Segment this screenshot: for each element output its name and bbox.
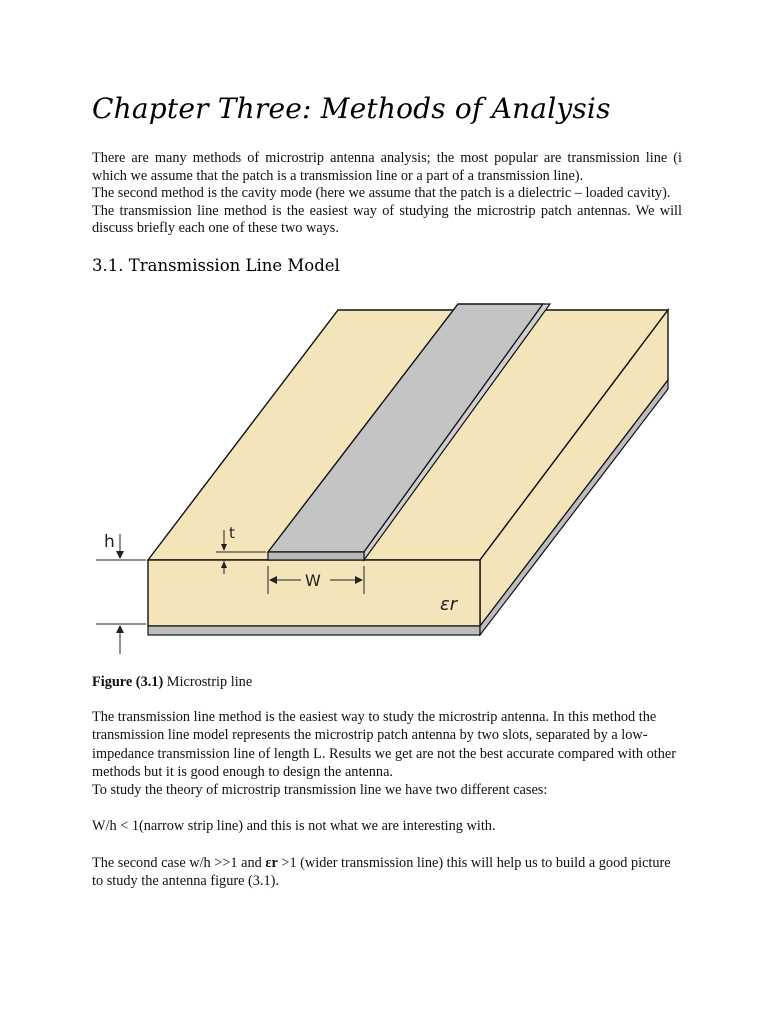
section-title: 3.1. Transmission Line Model xyxy=(92,256,340,275)
h-arrowhead-bottom xyxy=(116,625,124,633)
intro-paragraphs xyxy=(92,150,682,238)
figure-caption xyxy=(92,674,252,691)
microstrip-diagram xyxy=(88,302,678,664)
body-paragraph-4-pre: The second case w/h >>1 and xyxy=(92,854,266,871)
body-paragraph-1: The transmission line method is the easiest way to study the microstrip antenna. In this method the transmission line model represents the microstrip patch antenna by two slots, separated by a low-impedance transmission line of length L. Results we get are not the best accurate compared with other methods but it is good enough to design the antenna. xyxy=(92,709,677,780)
intro-paragraph-1: There are many methods of microstrip antenna analysis; the most popular are transmission line (i which we assume that the patch is a transmission line or a part of a transmission line). xyxy=(92,150,682,184)
caption-text: Microstrip line xyxy=(163,674,253,690)
h-arrowhead-top xyxy=(116,551,124,559)
label-t: t xyxy=(229,524,235,542)
microstrip-figure xyxy=(88,302,678,664)
body-paragraph-4 xyxy=(92,854,682,891)
chapter-title: Chapter Three: Methods of Analysis xyxy=(92,92,611,125)
body-paragraph-4-post: >1 (wider transmission line) this will help us to build a good picture to study the antenna figure (3.1). xyxy=(92,854,671,890)
strip-front-face xyxy=(268,552,364,560)
body-paragraphs xyxy=(92,708,682,890)
body-paragraph-4-symbol: εr xyxy=(265,854,278,871)
caption-label: Figure (3.1) xyxy=(92,674,164,690)
body-paragraph-2: To study the theory of microstrip transmission line we have two different cases: xyxy=(92,782,548,799)
label-epsilon-r: εr xyxy=(440,594,458,615)
ground-plane-front xyxy=(148,626,480,635)
label-h: h xyxy=(104,532,115,552)
intro-paragraph-3: The transmission line method is the easiest way of studying the microstrip patch antennas. We will discuss briefly each one of these two ways. xyxy=(92,202,682,237)
substrate-front-face xyxy=(148,560,480,626)
label-w: W xyxy=(305,571,321,590)
intro-paragraph-2: The second method is the cavity mode (here we assume that the patch is a dielectric – loaded cavity). xyxy=(92,185,671,202)
body-paragraph-3: W/h < 1(narrow strip line) and this is not what we are interesting with. xyxy=(92,818,496,835)
